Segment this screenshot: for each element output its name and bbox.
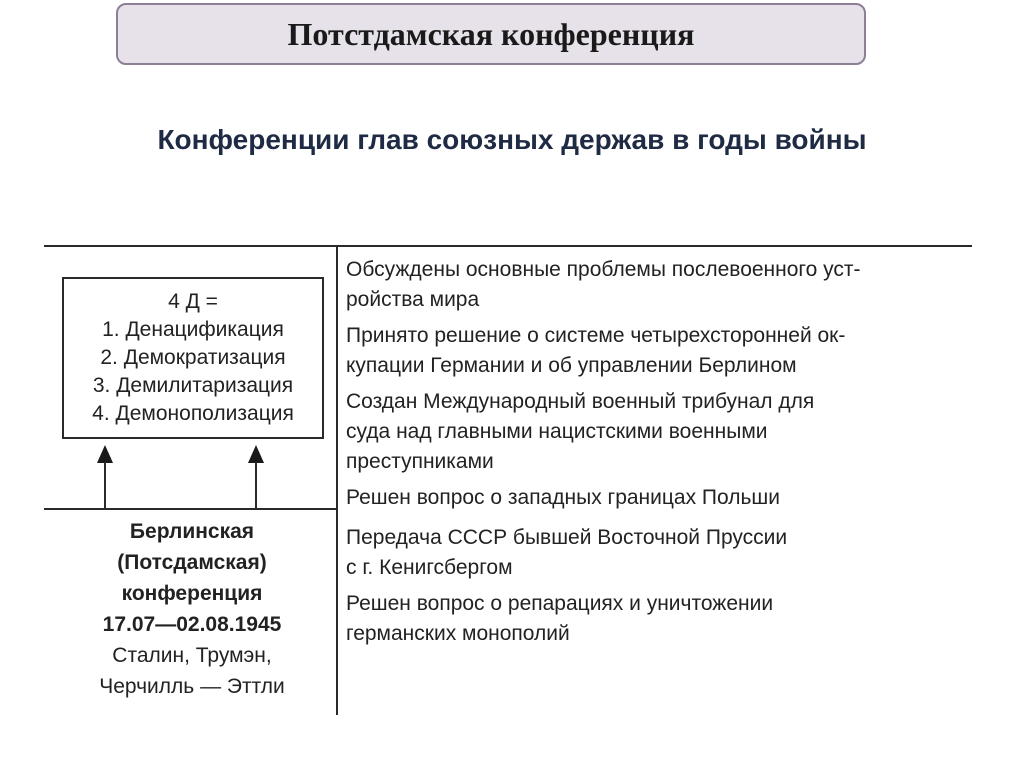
conference-participants: Сталин, Трумэн, — [112, 644, 272, 667]
conference-block — [52, 516, 332, 702]
page-title: Потстдамская конференция — [287, 15, 695, 52]
principle-item: 3. Демилитаризация — [92, 374, 294, 397]
left-section-divider — [44, 508, 336, 510]
conference-dates: 17.07—02.08.1945 — [102, 613, 282, 636]
table-top-line — [44, 245, 972, 247]
decision-item: Решен вопрос о западных границах Польши — [346, 486, 781, 509]
subtitle: Конференции глав союзных держав в годы войны — [157, 124, 867, 155]
conference-name: Берлинская — [129, 520, 255, 543]
principle-item: 1. Денацификация — [102, 318, 284, 341]
conference-name: конференция — [121, 582, 263, 605]
decision-item: Принято решение о системе четырехсторонней ок- купации Германии и об управлении Берлином — [346, 324, 846, 377]
arrow-shaft — [104, 462, 106, 508]
principles-box — [62, 277, 324, 439]
decision-item: Решен вопрос о репарациях и уничтожении германских монополий — [346, 592, 774, 645]
conference-participants: Черчилль — Эттли — [99, 675, 285, 698]
decisions-list — [346, 255, 966, 655]
decision-item: Создан Международный военный трибунал для суда над главными нацистскими военными преступниками — [346, 390, 815, 473]
arrow-shaft — [255, 462, 257, 508]
principle-item: 2. Демократизация — [100, 346, 286, 369]
conference-name: (Потсдамская) — [117, 551, 267, 574]
arrow-up-icon — [248, 445, 264, 463]
arrow-up-icon — [97, 445, 113, 463]
decision-item: Передача СССР бывшей Восточной Пруссии с г. Кенигсбергом — [346, 526, 788, 579]
principle-item: 4. Демонополизация — [92, 402, 294, 425]
decision-item: Обсуждены основные проблемы послевоенного уст- ройства мира — [346, 258, 861, 311]
title-box — [116, 3, 866, 65]
table-divider-line — [336, 245, 338, 715]
principles-heading: 4 Д = — [168, 290, 218, 313]
